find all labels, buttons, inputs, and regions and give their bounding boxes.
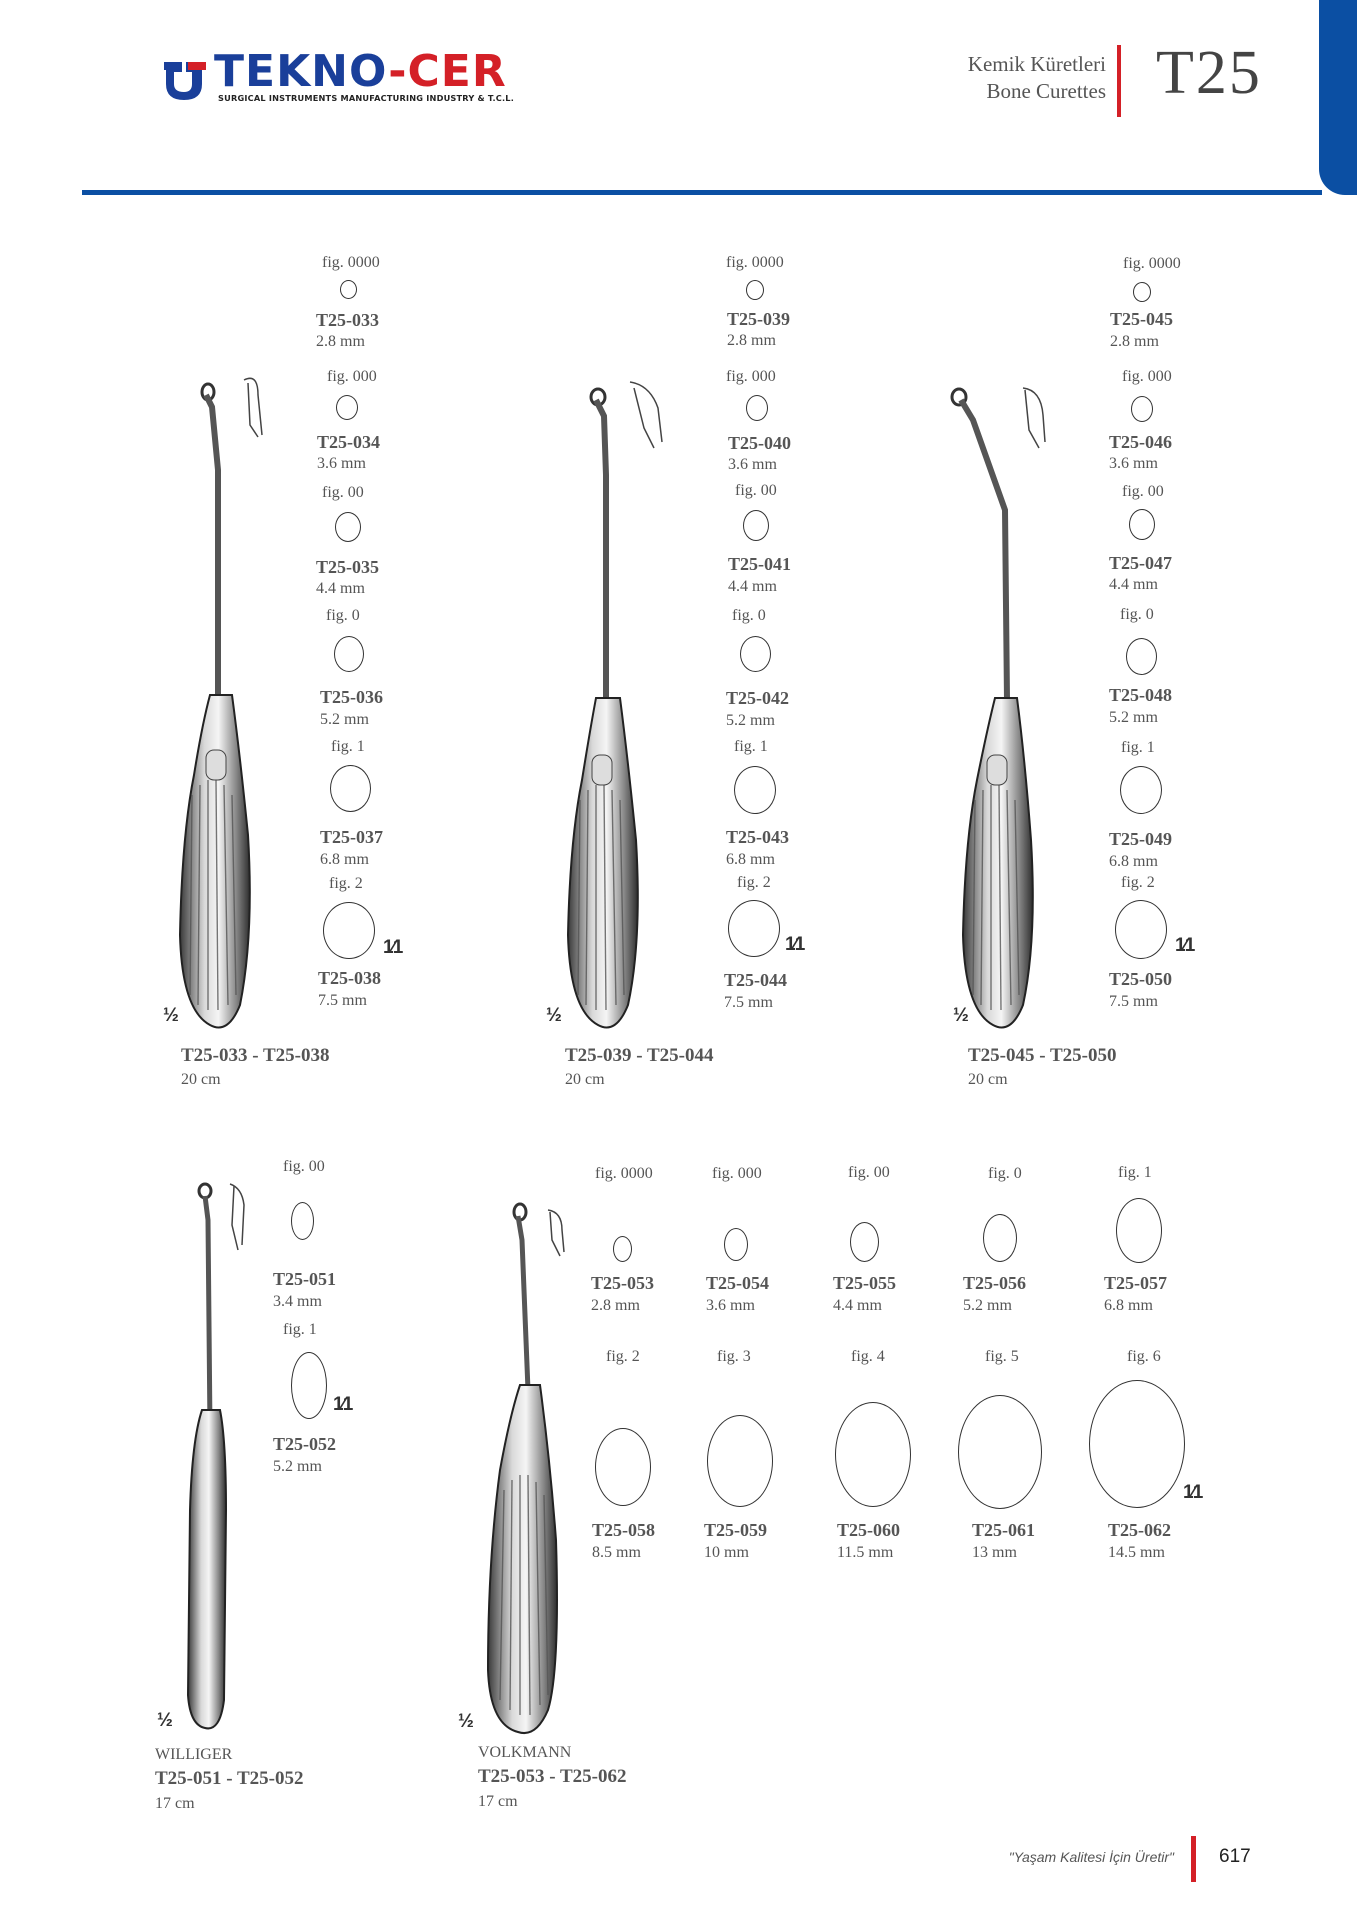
- page-number: 617: [1219, 1846, 1251, 1867]
- product-code: T25-033: [316, 310, 379, 330]
- tip-size-circle: [743, 510, 769, 541]
- tip-size: 4.4 mm: [833, 1297, 882, 1314]
- tip-size-circle: [335, 512, 361, 542]
- category-title-tr: Kemik Küretleri: [967, 52, 1106, 76]
- tip-size-circle: [291, 1202, 314, 1240]
- category-divider: [1117, 45, 1121, 117]
- tip-size: 5.2 mm: [273, 1458, 322, 1475]
- fig-label: fig. 00: [735, 482, 777, 499]
- tip-size: 5.2 mm: [320, 711, 369, 728]
- instrument-length: 20 cm: [181, 1071, 221, 1088]
- tip-size-circle: [336, 395, 358, 420]
- tip-size: 3.6 mm: [1109, 455, 1158, 472]
- product-code: T25-036: [320, 687, 383, 707]
- product-code: T25-056: [963, 1273, 1026, 1293]
- fig-label: fig. 4: [851, 1348, 885, 1365]
- brand-subtitle: SURGICAL INSTRUMENTS MANUFACTURING INDUSTRY & T.C.L.: [218, 93, 515, 103]
- instrument-scale-mark: ½: [458, 1711, 472, 1732]
- fig-label: fig. 2: [737, 874, 771, 891]
- fig-label: fig. 000: [712, 1165, 762, 1182]
- tip-size: 8.5 mm: [592, 1544, 641, 1561]
- brand-name: TEKNO: [214, 46, 389, 97]
- instrument-scale-mark: ½: [157, 1710, 171, 1731]
- tip-size-circle: [1116, 1198, 1162, 1263]
- tip-size: 3.6 mm: [317, 455, 366, 472]
- product-code: T25-039: [727, 309, 790, 329]
- tip-size-circle: [983, 1214, 1017, 1262]
- product-code: T25-054: [706, 1273, 769, 1293]
- detail-scale-mark: 1⁄1: [333, 1394, 352, 1415]
- fig-label: fig. 2: [329, 875, 363, 892]
- instrument-length: 17 cm: [478, 1793, 518, 1810]
- fig-label: fig. 0: [326, 607, 360, 624]
- tip-size-circle: [728, 900, 780, 957]
- tip-size-circle: [340, 280, 357, 299]
- tip-size-circle: [595, 1428, 651, 1506]
- instrument-type: VOLKMANN: [478, 1744, 572, 1761]
- fig-label: fig. 0000: [726, 254, 784, 271]
- fig-label: fig. 0000: [1123, 255, 1181, 272]
- catalog-section-code: T25: [1156, 39, 1262, 107]
- volkmann-curette-illustration: [470, 1200, 570, 1740]
- tip-size-circle: [835, 1402, 911, 1507]
- tip-size: 6.8 mm: [1104, 1297, 1153, 1314]
- fig-label: fig. 5: [985, 1348, 1019, 1365]
- tip-size-circle: [323, 902, 375, 959]
- product-code: T25-055: [833, 1273, 896, 1293]
- tip-size: 14.5 mm: [1108, 1544, 1165, 1561]
- tip-size: 2.8 mm: [316, 333, 365, 350]
- product-range: T25-033 - T25-038: [181, 1045, 330, 1066]
- product-code: T25-038: [318, 968, 381, 988]
- product-code: T25-047: [1109, 553, 1172, 573]
- product-code: T25-060: [837, 1520, 900, 1540]
- tip-size-circle: [740, 636, 771, 672]
- product-range: T25-051 - T25-052: [155, 1768, 304, 1789]
- product-code: T25-037: [320, 827, 383, 847]
- header-accent-corner: [1319, 0, 1357, 195]
- brand-logo-text: [214, 46, 507, 97]
- tip-size-circle: [734, 766, 776, 814]
- williger-curette-illustration: [180, 1180, 260, 1735]
- tip-size-circle: [1129, 509, 1155, 540]
- fig-label: fig. 0000: [322, 254, 380, 271]
- tip-size: 3.6 mm: [706, 1297, 755, 1314]
- tip-size-circle: [707, 1415, 773, 1507]
- tip-size: 5.2 mm: [726, 712, 775, 729]
- fig-label: fig. 3: [717, 1348, 751, 1365]
- product-code: T25-048: [1109, 685, 1172, 705]
- tip-size-circle: [1120, 766, 1162, 814]
- product-code: T25-059: [704, 1520, 767, 1540]
- tip-size: 4.4 mm: [1109, 576, 1158, 593]
- product-code: T25-053: [591, 1273, 654, 1293]
- detail-scale-mark: 1⁄1: [1183, 1482, 1202, 1503]
- fig-label: fig. 1: [283, 1321, 317, 1338]
- product-code: T25-041: [728, 554, 791, 574]
- instrument-type: WILLIGER: [155, 1746, 233, 1763]
- tip-size: 7.5 mm: [1109, 993, 1158, 1010]
- fig-label: fig. 1: [1118, 1164, 1152, 1181]
- product-code: T25-035: [316, 557, 379, 577]
- tip-size-circle: [613, 1236, 632, 1262]
- product-range: T25-053 - T25-062: [478, 1766, 627, 1787]
- product-code: T25-062: [1108, 1520, 1171, 1540]
- tip-size-circle: [850, 1222, 879, 1262]
- bone-curette-straight-illustration: [558, 380, 678, 1035]
- fig-label: fig. 0000: [595, 1165, 653, 1182]
- tip-size: 7.5 mm: [318, 992, 367, 1009]
- tip-size-circle: [1131, 396, 1153, 422]
- detail-scale-mark: 1⁄1: [1175, 935, 1194, 956]
- fig-label: fig. 00: [283, 1158, 325, 1175]
- header-divider-line: [82, 190, 1322, 195]
- fig-label: fig. 1: [734, 738, 768, 755]
- fig-label: fig. 00: [848, 1164, 890, 1181]
- fig-label: fig. 1: [331, 738, 365, 755]
- fig-label: fig. 000: [1122, 368, 1172, 385]
- footer-divider: [1191, 1836, 1196, 1882]
- tip-size-circle: [334, 636, 364, 672]
- category-title-en: Bone Curettes: [986, 79, 1106, 103]
- detail-scale-mark: 1⁄1: [383, 937, 402, 958]
- tip-size: 2.8 mm: [1110, 333, 1159, 350]
- product-code: T25-049: [1109, 829, 1172, 849]
- product-code: T25-045: [1110, 309, 1173, 329]
- product-range: T25-039 - T25-044: [565, 1045, 714, 1066]
- product-code: T25-051: [273, 1269, 336, 1289]
- tip-size: 5.2 mm: [963, 1297, 1012, 1314]
- product-code: T25-046: [1109, 432, 1172, 452]
- tip-size-circle: [291, 1352, 327, 1419]
- instrument-scale-mark: ½: [546, 1005, 560, 1026]
- detail-scale-mark: 1⁄1: [785, 934, 804, 955]
- tip-size: 13 mm: [972, 1544, 1017, 1561]
- fig-label: fig. 2: [606, 1348, 640, 1365]
- tip-size-circle: [330, 765, 371, 812]
- brand-dash: -: [388, 46, 408, 97]
- tip-size: 6.8 mm: [726, 851, 775, 868]
- tip-size: 4.4 mm: [728, 578, 777, 595]
- tip-size-circle: [1126, 638, 1157, 675]
- product-code: T25-061: [972, 1520, 1035, 1540]
- product-code: T25-034: [317, 432, 380, 452]
- instrument-scale-mark: ½: [953, 1005, 967, 1026]
- instrument-length: 17 cm: [155, 1795, 195, 1812]
- tip-size: 10 mm: [704, 1544, 749, 1561]
- bone-curette-straight-illustration: [170, 375, 290, 1035]
- footer-slogan: "Yaşam Kalitesi İçin Üretir": [1008, 1849, 1174, 1865]
- fig-label: fig. 0: [1120, 606, 1154, 623]
- tip-size: 3.4 mm: [273, 1293, 322, 1310]
- tip-size-circle: [1115, 900, 1167, 959]
- fig-label: fig. 000: [726, 368, 776, 385]
- product-code: T25-052: [273, 1434, 336, 1454]
- tip-size-circle: [746, 395, 768, 421]
- fig-label: fig. 00: [322, 484, 364, 501]
- fig-label: fig. 000: [327, 368, 377, 385]
- product-code: T25-043: [726, 827, 789, 847]
- tip-size: 7.5 mm: [724, 994, 773, 1011]
- tip-size-circle: [958, 1395, 1042, 1509]
- fig-label: fig. 1: [1121, 739, 1155, 756]
- tip-size: 2.8 mm: [727, 332, 776, 349]
- brand-name-cer: CER: [407, 46, 507, 97]
- tip-size-circle: [746, 280, 764, 300]
- tip-size: 6.8 mm: [320, 851, 369, 868]
- tekno-cer-logo-icon: [162, 58, 210, 100]
- tip-size-circle: [724, 1228, 748, 1261]
- fig-label: fig. 0: [988, 1165, 1022, 1182]
- fig-label: fig. 2: [1121, 874, 1155, 891]
- fig-label: fig. 0: [732, 607, 766, 624]
- product-code: T25-044: [724, 970, 787, 990]
- product-range: T25-045 - T25-050: [968, 1045, 1117, 1066]
- tip-size: 4.4 mm: [316, 580, 365, 597]
- tip-size-circle: [1089, 1380, 1185, 1508]
- instrument-length: 20 cm: [565, 1071, 605, 1088]
- fig-label: fig. 00: [1122, 483, 1164, 500]
- tip-size: 6.8 mm: [1109, 853, 1158, 870]
- product-code: T25-050: [1109, 969, 1172, 989]
- product-code: T25-057: [1104, 1273, 1167, 1293]
- bone-curette-angled-illustration: [945, 380, 1065, 1035]
- tip-size-circle: [1133, 282, 1151, 302]
- instrument-scale-mark: ½: [163, 1005, 177, 1026]
- fig-label: fig. 6: [1127, 1348, 1161, 1365]
- product-code: T25-040: [728, 433, 791, 453]
- tip-size: 3.6 mm: [728, 456, 777, 473]
- tip-size: 11.5 mm: [837, 1544, 894, 1561]
- product-code: T25-042: [726, 688, 789, 708]
- tip-size: 5.2 mm: [1109, 709, 1158, 726]
- instrument-length: 20 cm: [968, 1071, 1008, 1088]
- product-code: T25-058: [592, 1520, 655, 1540]
- tip-size: 2.8 mm: [591, 1297, 640, 1314]
